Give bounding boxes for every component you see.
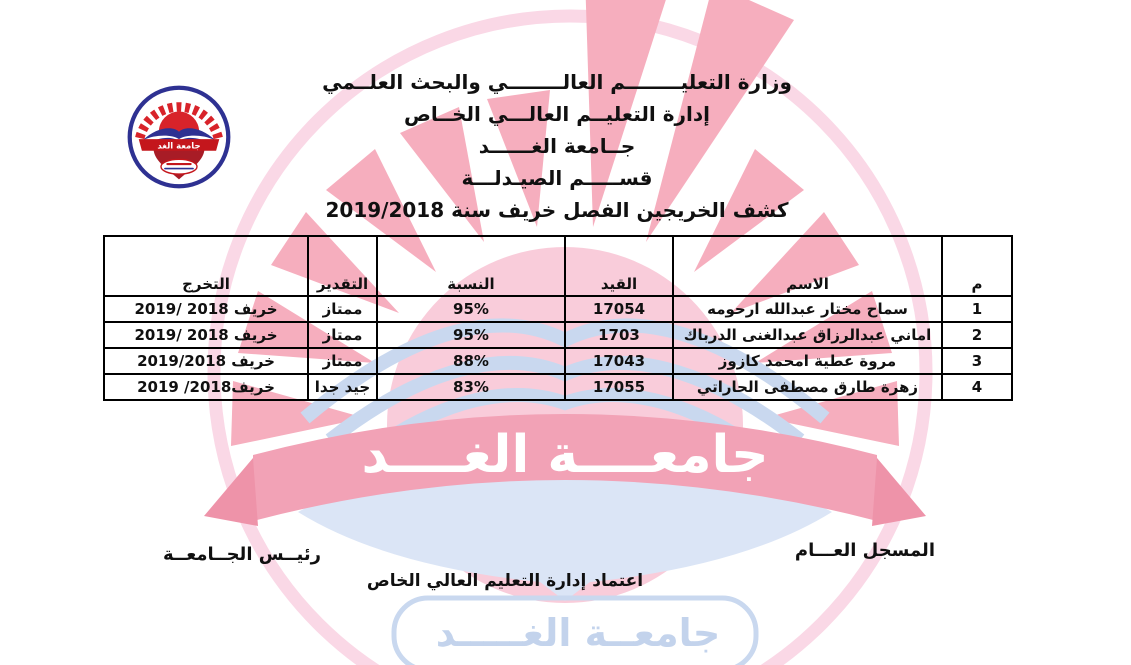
table-header-row <box>104 236 1012 296</box>
watermark-footer-text: جامعــة الغـــــد <box>435 611 721 655</box>
cell-name: مروة عطية امحمد كازوز <box>673 348 942 374</box>
cell-registration: 17054 <box>565 296 673 322</box>
table-row <box>104 296 1012 322</box>
cell-registration: 1703 <box>565 322 673 348</box>
cell-registration: 17043 <box>565 348 673 374</box>
signature-accreditation: اعتماد إدارة التعليم العالي الخاص <box>366 571 644 591</box>
cell-name: اماني عبدالرزاق عبدالغنى الدرباك <box>673 322 942 348</box>
cell-grade: ممتاز <box>308 296 377 322</box>
cell-graduation: خريف 2018 /2019 <box>104 296 308 322</box>
table-row <box>104 374 1012 400</box>
col-header-name: الاسم <box>673 236 942 296</box>
cell-name: سماح مختار عبدالله ارحومه <box>673 296 942 322</box>
header-department-line: قســـــم الصيـدلـــة <box>461 166 653 190</box>
cell-graduation: خريف 2019/2018 <box>104 348 308 374</box>
cell-grade: ممتاز <box>308 322 377 348</box>
col-header-grade: التقدير <box>308 236 377 296</box>
header-administration-line: إدارة التعليــم العالـــي الخــاص <box>404 102 710 126</box>
logo-ribbon-text: جامعة الغد <box>157 140 201 151</box>
cell-grade: ممتاز <box>308 348 377 374</box>
signature-registrar: المسجل العـــام <box>794 540 935 561</box>
table-row <box>104 348 1012 374</box>
col-header-registration: القيد <box>565 236 673 296</box>
header-university-line: جــامعة الغــــــد <box>478 134 636 158</box>
header-ministry-line: وزارة التعليــــــــم العالــــــــي والبحث العلــمي <box>322 70 792 94</box>
cell-graduation: خريف 2018 /2019 <box>104 322 308 348</box>
cell-serial: 4 <box>942 374 1012 400</box>
cell-percentage: 95% <box>377 322 565 348</box>
cell-registration: 17055 <box>565 374 673 400</box>
table-row <box>104 322 1012 348</box>
cell-serial: 3 <box>942 348 1012 374</box>
cell-serial: 1 <box>942 296 1012 322</box>
watermark-banner-text: جامعــــة الغــــد <box>361 425 769 485</box>
cell-grade: جيد جدا <box>308 374 377 400</box>
col-header-percentage: النسبة <box>377 236 565 296</box>
page-title: كشف الخريجين الفصل خريف سنة 2019/2018 <box>325 198 789 222</box>
col-header-graduation: التخرج <box>104 236 308 296</box>
graduates-table <box>103 235 1013 401</box>
cell-percentage: 83% <box>377 374 565 400</box>
col-header-serial: م <box>942 236 1012 296</box>
cell-name: زهرة طارق مصطفى الحاراتي <box>673 374 942 400</box>
cell-percentage: 88% <box>377 348 565 374</box>
cell-percentage: 95% <box>377 296 565 322</box>
cell-serial: 2 <box>942 322 1012 348</box>
cell-graduation: خريف2018/ 2019 <box>104 374 308 400</box>
signature-president: رئيــس الجــامعــة <box>163 544 321 565</box>
document-header <box>103 66 1011 226</box>
